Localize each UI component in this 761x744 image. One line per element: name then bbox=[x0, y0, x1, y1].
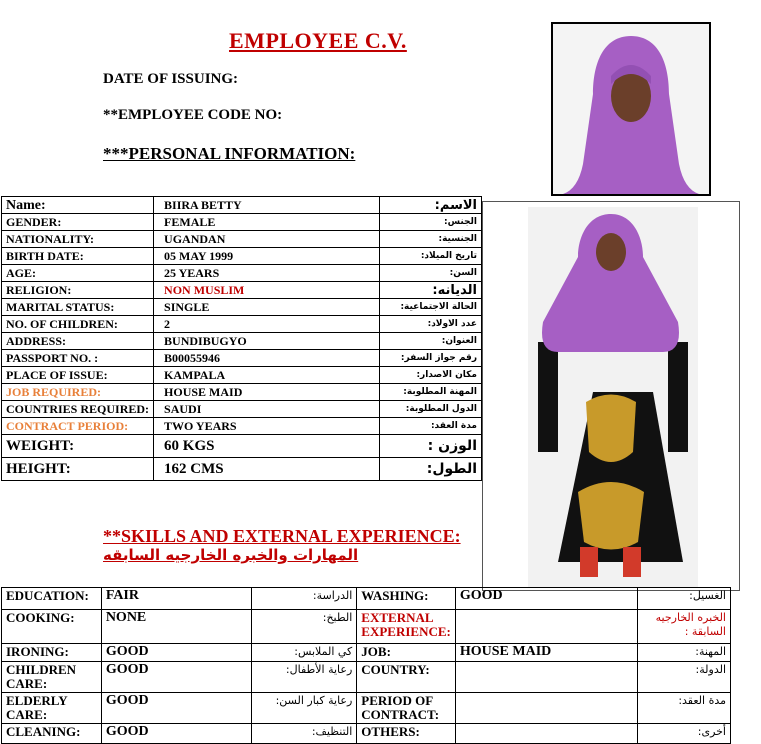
experience-value: GOOD bbox=[455, 588, 637, 610]
personal-value: 162 CMS bbox=[154, 458, 380, 481]
date-of-issuing-label: DATE OF ISSUING: bbox=[103, 71, 239, 87]
personal-label-arabic: المهنة المطلوبة: bbox=[379, 384, 481, 401]
personal-label: PLACE OF ISSUE: bbox=[2, 367, 154, 384]
personal-value: HOUSE MAID bbox=[154, 384, 380, 401]
personal-label: PASSPORT NO. : bbox=[2, 350, 154, 367]
experience-label-arabic: الدولة: bbox=[638, 662, 731, 693]
skill-value: GOOD bbox=[101, 644, 251, 662]
experience-label: JOB: bbox=[357, 644, 456, 662]
personal-value: UGANDAN bbox=[154, 231, 380, 248]
skills-row bbox=[2, 644, 731, 662]
personal-label-arabic: مدة العقد: bbox=[379, 418, 481, 435]
personal-label: COUNTRIES REQUIRED: bbox=[2, 401, 154, 418]
skill-label-arabic: رعاية كبار السن: bbox=[251, 693, 357, 724]
skill-value: GOOD bbox=[101, 662, 251, 693]
personal-value: TWO YEARS bbox=[154, 418, 380, 435]
skill-label-arabic: كي الملابس: bbox=[251, 644, 357, 662]
personal-label-arabic: الوزن : bbox=[379, 435, 481, 458]
skills-row bbox=[2, 610, 731, 644]
personal-label: JOB REQUIRED: bbox=[2, 384, 154, 401]
personal-label: Name: bbox=[2, 197, 154, 214]
experience-value bbox=[455, 693, 637, 724]
skill-value: GOOD bbox=[101, 693, 251, 724]
employee-code-label: **EMPLOYEE CODE NO: bbox=[103, 107, 283, 123]
personal-row bbox=[2, 418, 482, 435]
personal-value: BUNDIBUGYO bbox=[154, 333, 380, 350]
personal-row bbox=[2, 401, 482, 418]
personal-label: CONTRACT PERIOD: bbox=[2, 418, 154, 435]
experience-label-arabic: الخبره الخارجيه السابقة : bbox=[638, 610, 731, 644]
personal-label-arabic: السن: bbox=[379, 265, 481, 282]
experience-label: EXTERNAL EXPERIENCE: bbox=[357, 610, 456, 644]
full-body-photo bbox=[482, 201, 740, 591]
personal-row bbox=[2, 214, 482, 231]
personal-label-arabic: الطول: bbox=[379, 458, 481, 481]
personal-value: BIIRA BETTY bbox=[154, 197, 380, 214]
personal-value: 05 MAY 1999 bbox=[154, 248, 380, 265]
personal-row bbox=[2, 367, 482, 384]
personal-label: NO. OF CHILDREN: bbox=[2, 316, 154, 333]
experience-label: PERIOD OF CONTRACT: bbox=[357, 693, 456, 724]
experience-label: OTHERS: bbox=[357, 724, 456, 744]
personal-label: NATIONALITY: bbox=[2, 231, 154, 248]
personal-label-arabic: الاسم: bbox=[379, 197, 481, 214]
personal-value: NON MUSLIM bbox=[154, 282, 380, 299]
personal-value: SAUDI bbox=[154, 401, 380, 418]
personal-label-arabic: الجنسية: bbox=[379, 231, 481, 248]
skill-label: CLEANING: bbox=[2, 724, 102, 744]
skill-value: NONE bbox=[101, 610, 251, 644]
personal-value: 25 YEARS bbox=[154, 265, 380, 282]
personal-label-arabic: تاريخ الميلاد: bbox=[379, 248, 481, 265]
experience-value bbox=[455, 610, 637, 644]
personal-row bbox=[2, 197, 482, 214]
personal-label: WEIGHT: bbox=[2, 435, 154, 458]
experience-label-arabic: المهنة: bbox=[638, 644, 731, 662]
personal-label: MARITAL STATUS: bbox=[2, 299, 154, 316]
personal-value: 60 KGS bbox=[154, 435, 380, 458]
portrait-photo bbox=[551, 22, 711, 196]
personal-info-heading: ***PERSONAL INFORMATION: bbox=[103, 144, 356, 163]
experience-value bbox=[455, 662, 637, 693]
skill-label-arabic: التنظيف: bbox=[251, 724, 357, 744]
personal-label: RELIGION: bbox=[2, 282, 154, 299]
experience-label-arabic: أخرى: bbox=[638, 724, 731, 744]
personal-label-arabic: الديانه: bbox=[379, 282, 481, 299]
personal-value: 2 bbox=[154, 316, 380, 333]
experience-label: COUNTRY: bbox=[357, 662, 456, 693]
personal-label-arabic: رقم جواز السفر: bbox=[379, 350, 481, 367]
personal-value: KAMPALA bbox=[154, 367, 380, 384]
experience-label-arabic: الغسيل: bbox=[638, 588, 731, 610]
skill-label-arabic: الطبخ: bbox=[251, 610, 357, 644]
personal-label: ADDRESS: bbox=[2, 333, 154, 350]
skill-label: IRONING: bbox=[2, 644, 102, 662]
personal-value: FEMALE bbox=[154, 214, 380, 231]
personal-row bbox=[2, 435, 482, 458]
experience-value: HOUSE MAID bbox=[455, 644, 637, 662]
skill-value: GOOD bbox=[101, 724, 251, 744]
skill-value: FAIR bbox=[101, 588, 251, 610]
cv-title: EMPLOYEE C.V. bbox=[229, 28, 407, 53]
personal-label-arabic: مكان الاصدار: bbox=[379, 367, 481, 384]
experience-label: WASHING: bbox=[357, 588, 456, 610]
personal-row bbox=[2, 299, 482, 316]
personal-label: GENDER: bbox=[2, 214, 154, 231]
personal-info-table bbox=[1, 196, 482, 481]
personal-label-arabic: الحالة الاجتماعية: bbox=[379, 299, 481, 316]
skill-label: ELDERLY CARE: bbox=[2, 693, 102, 724]
personal-row bbox=[2, 384, 482, 401]
personal-row bbox=[2, 265, 482, 282]
skills-table bbox=[1, 587, 731, 744]
skills-row bbox=[2, 693, 731, 724]
personal-label-arabic: عدد الاولاد: bbox=[379, 316, 481, 333]
experience-label-arabic: مدة العقد: bbox=[638, 693, 731, 724]
skill-label: EDUCATION: bbox=[2, 588, 102, 610]
personal-row bbox=[2, 282, 482, 299]
personal-label-arabic: العنوان: bbox=[379, 333, 481, 350]
personal-label: HEIGHT: bbox=[2, 458, 154, 481]
skills-row bbox=[2, 662, 731, 693]
skill-label-arabic: رعاية الأطفال: bbox=[251, 662, 357, 693]
personal-row bbox=[2, 231, 482, 248]
skills-heading-arabic: المهارات والخبره الخارجيه السابقه bbox=[103, 546, 359, 564]
skills-row bbox=[2, 588, 731, 610]
skill-label: COOKING: bbox=[2, 610, 102, 644]
personal-label: AGE: bbox=[2, 265, 154, 282]
personal-value: B00055946 bbox=[154, 350, 380, 367]
personal-row bbox=[2, 316, 482, 333]
skills-heading: **SKILLS AND EXTERNAL EXPERIENCE: bbox=[103, 526, 461, 546]
personal-row bbox=[2, 350, 482, 367]
personal-label: BIRTH DATE: bbox=[2, 248, 154, 265]
personal-row bbox=[2, 458, 482, 481]
skill-label: CHILDREN CARE: bbox=[2, 662, 102, 693]
personal-value: SINGLE bbox=[154, 299, 380, 316]
personal-row bbox=[2, 248, 482, 265]
personal-label-arabic: الدول المطلوبة: bbox=[379, 401, 481, 418]
personal-row bbox=[2, 333, 482, 350]
skill-label-arabic: الدراسة: bbox=[251, 588, 357, 610]
personal-label-arabic: الجنس: bbox=[379, 214, 481, 231]
